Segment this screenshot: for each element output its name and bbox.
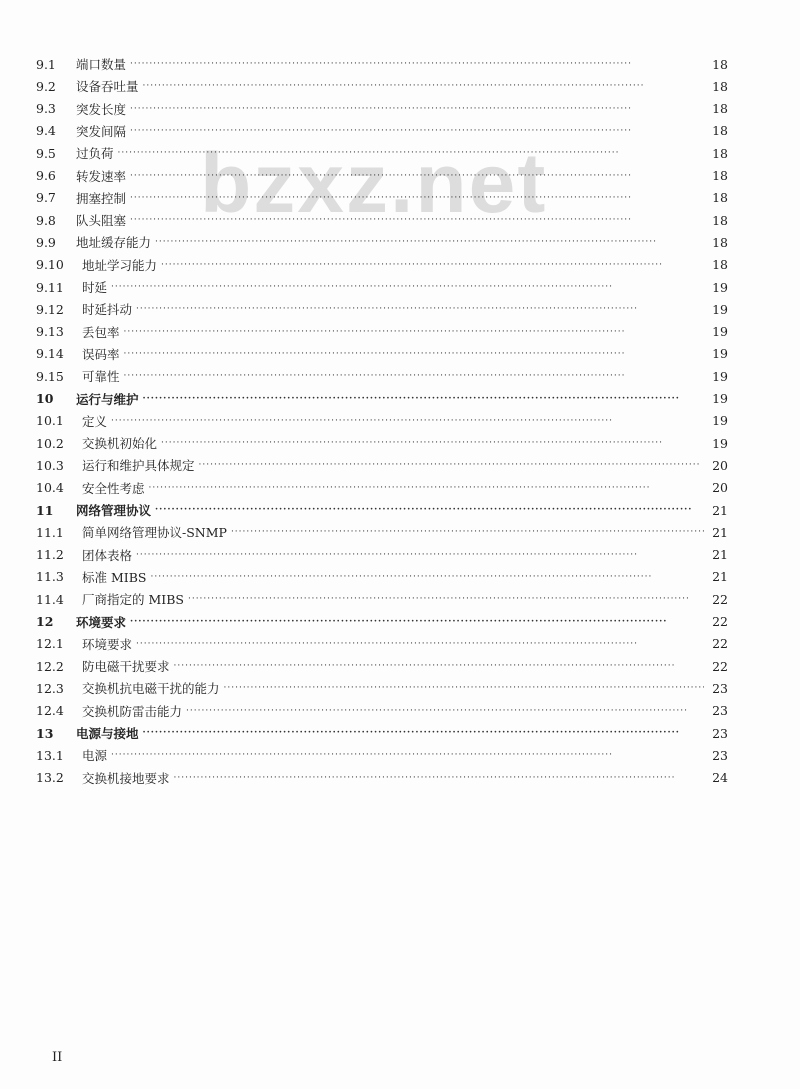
toc-title: 突发间隔 — [76, 123, 127, 139]
toc-number: 11.1 — [36, 524, 64, 540]
toc-page: 21 — [712, 569, 728, 585]
toc-entry[interactable] — [36, 500, 728, 520]
toc-leader-dots — [143, 728, 704, 738]
toc-entry[interactable] — [36, 634, 728, 654]
toc-number: 9.4 — [36, 123, 56, 139]
toc-page: 20 — [712, 457, 728, 473]
toc-entry[interactable] — [36, 232, 728, 252]
toc-title: 地址缓存能力 — [76, 235, 152, 251]
toc-leader-dots — [130, 215, 704, 225]
toc-page: 24 — [712, 770, 728, 786]
toc-number: 12.3 — [36, 680, 64, 696]
toc-number: 10.1 — [36, 413, 64, 429]
toc-title: 转发速率 — [76, 168, 127, 184]
toc-title: 设备吞吐量 — [76, 79, 139, 95]
toc-page: 22 — [712, 614, 728, 629]
toc-leader-dots — [174, 661, 704, 671]
toc-page: 19 — [712, 413, 728, 429]
toc-leader-dots — [136, 550, 704, 560]
toc-entry[interactable] — [36, 166, 728, 186]
toc-title: 环境要求 — [82, 636, 133, 652]
toc-leader-dots — [161, 260, 704, 270]
toc-entry[interactable] — [36, 768, 728, 788]
toc-number: 12 — [36, 614, 54, 629]
toc-number: 13 — [36, 725, 54, 741]
toc-page: 21 — [712, 524, 728, 540]
toc-entry[interactable] — [36, 121, 728, 141]
toc-leader-dots — [149, 483, 704, 493]
toc-number: 9.14 — [36, 346, 64, 362]
toc-title: 运行与维护 — [76, 391, 139, 407]
toc-title: 拥塞控制 — [76, 190, 127, 206]
toc-page: 23 — [712, 703, 728, 719]
toc-entry[interactable] — [36, 545, 728, 565]
toc-page: 18 — [712, 168, 728, 183]
toc-leader-dots — [111, 282, 704, 292]
toc-leader-dots — [124, 327, 704, 337]
toc-leader-dots — [130, 617, 704, 627]
toc-leader-dots — [143, 394, 704, 404]
toc-page: 19 — [712, 435, 728, 451]
toc-title: 简单网络管理协议-SNMP — [82, 525, 227, 541]
toc-entry[interactable] — [36, 299, 728, 319]
toc-title: 队头阻塞 — [76, 213, 127, 229]
toc-page: 19 — [712, 346, 728, 362]
toc-number: 11.4 — [36, 591, 64, 607]
toc-title: 过负荷 — [76, 146, 114, 162]
toc-title: 厂商指定的 MIBS — [82, 592, 184, 608]
toc-page: 19 — [712, 324, 728, 340]
toc-page: 23 — [712, 747, 728, 763]
toc-title: 地址学习能力 — [82, 257, 158, 273]
toc-title: 网络管理协议 — [76, 503, 152, 518]
toc-page: 23 — [712, 680, 728, 696]
toc-leader-dots — [174, 773, 704, 783]
toc-page: 22 — [712, 591, 728, 607]
toc-entry[interactable] — [36, 478, 728, 498]
toc-title: 防电磁干扰要求 — [82, 659, 170, 675]
toc-entry[interactable] — [36, 455, 728, 475]
toc-entry[interactable] — [36, 54, 728, 74]
toc-number: 9.12 — [36, 301, 64, 317]
toc-leader-dots — [231, 527, 704, 537]
toc-entry[interactable] — [36, 366, 728, 386]
toc-page: 19 — [712, 301, 728, 317]
toc-page: 20 — [712, 480, 728, 496]
toc-title: 运行和维护具体规定 — [82, 458, 195, 474]
toc-number: 12.2 — [36, 658, 64, 674]
toc-page: 19 — [712, 391, 728, 406]
toc-title: 标准 MIBS — [82, 569, 147, 585]
toc-entry[interactable] — [36, 188, 728, 208]
toc-leader-dots — [136, 639, 704, 649]
toc-page: 22 — [712, 658, 728, 674]
toc-title: 定义 — [82, 413, 108, 429]
toc-page: 18 — [712, 56, 728, 72]
toc-number: 13.1 — [36, 747, 64, 763]
toc-entry[interactable] — [36, 745, 728, 765]
toc-number: 9.7 — [36, 190, 56, 206]
toc-number: 10.4 — [36, 480, 64, 496]
toc-entry[interactable] — [36, 567, 728, 587]
toc-title: 安全性考虑 — [82, 480, 145, 496]
toc-number: 9.13 — [36, 324, 64, 340]
toc-number: 10.3 — [36, 457, 64, 473]
toc-entry[interactable] — [36, 723, 728, 743]
toc-leader-dots — [130, 171, 704, 181]
toc-entry[interactable] — [36, 389, 728, 409]
toc-entry[interactable] — [36, 522, 728, 542]
toc-number: 12.4 — [36, 703, 64, 719]
toc-leader-dots — [199, 460, 704, 470]
toc-page: 18 — [712, 101, 728, 117]
toc-page: 19 — [712, 279, 728, 295]
toc-leader-dots — [186, 706, 704, 716]
toc-page: 18 — [712, 234, 728, 250]
toc-number: 11.3 — [36, 569, 64, 585]
toc-title: 交换机抗电磁干扰的能力 — [82, 681, 220, 697]
toc-leader-dots — [161, 438, 704, 448]
toc-title: 端口数量 — [76, 57, 127, 72]
toc-leader-dots — [155, 505, 704, 515]
toc-leader-dots — [224, 683, 704, 693]
toc-entry[interactable] — [36, 701, 728, 721]
toc-number: 9.15 — [36, 368, 64, 384]
toc-title: 环境要求 — [76, 614, 127, 630]
toc-title: 时延抖动 — [82, 302, 133, 318]
toc-leader-dots — [124, 371, 704, 381]
toc-leader-dots — [118, 148, 704, 158]
toc-leader-dots — [130, 59, 704, 69]
toc-leader-dots — [124, 349, 704, 359]
toc-number: 9.1 — [36, 56, 56, 72]
toc-entry[interactable] — [36, 99, 728, 119]
toc-entry[interactable] — [36, 411, 728, 431]
toc-title: 交换机防雷击能力 — [82, 703, 183, 719]
toc-page: 21 — [712, 547, 728, 563]
toc-title: 电源与接地 — [76, 726, 139, 741]
toc-entry[interactable] — [36, 678, 728, 698]
toc-page: 22 — [712, 636, 728, 652]
toc-title: 时延 — [82, 280, 108, 295]
toc-entry[interactable] — [36, 589, 728, 609]
toc-leader-dots — [111, 416, 704, 426]
toc-leader-dots — [130, 193, 704, 203]
toc-leader-dots — [111, 750, 704, 760]
toc-entry[interactable] — [36, 143, 728, 163]
toc-page: 18 — [712, 212, 728, 228]
toc-number: 9.10 — [36, 257, 64, 273]
toc-number: 10.2 — [36, 435, 64, 451]
toc-entry[interactable] — [36, 656, 728, 676]
toc-title: 交换机初始化 — [82, 436, 158, 452]
toc-page: 18 — [712, 78, 728, 94]
toc-number: 9.11 — [36, 279, 64, 295]
toc-page: 23 — [712, 725, 728, 741]
toc-page: 18 — [712, 190, 728, 206]
toc-number: 9.3 — [36, 101, 56, 117]
toc-number: 9.8 — [36, 212, 56, 228]
toc-page: 19 — [712, 368, 728, 384]
toc-entry[interactable] — [36, 322, 728, 342]
toc-number: 13.2 — [36, 770, 64, 786]
toc-entry[interactable] — [36, 433, 728, 453]
toc-leader-dots — [136, 304, 704, 314]
toc-entry[interactable] — [36, 277, 728, 297]
toc-entry[interactable] — [36, 255, 728, 275]
toc-number: 9.2 — [36, 78, 56, 94]
toc-leader-dots — [130, 126, 704, 136]
toc-number: 12.1 — [36, 636, 64, 652]
toc-number: 9.9 — [36, 234, 56, 250]
toc-title: 丢包率 — [82, 324, 120, 340]
toc-number: 10 — [36, 391, 54, 406]
toc-leader-dots — [130, 104, 704, 114]
toc-leader-dots — [143, 81, 704, 91]
toc-leader-dots — [155, 237, 704, 247]
toc-title: 交换机接地要求 — [82, 770, 170, 786]
watermark: bzxz.net — [200, 136, 548, 230]
toc-number: 9.6 — [36, 168, 56, 183]
toc-page: 18 — [712, 145, 728, 161]
toc-number: 9.5 — [36, 145, 56, 161]
toc-leader-dots — [188, 594, 704, 604]
toc-leader-dots — [150, 572, 704, 582]
toc-title: 团体表格 — [82, 547, 133, 563]
toc-title: 电源 — [82, 748, 108, 764]
page-number: II — [52, 1050, 63, 1065]
toc-entry[interactable] — [36, 344, 728, 364]
toc-title: 可靠性 — [82, 369, 120, 385]
toc-number: 11.2 — [36, 547, 64, 563]
toc-entry[interactable] — [36, 76, 728, 96]
toc-title: 误码率 — [82, 346, 120, 362]
toc-number: 11 — [36, 502, 54, 518]
toc-entry[interactable] — [36, 210, 728, 230]
toc-title: 突发长度 — [76, 101, 127, 117]
toc-page: 18 — [712, 123, 728, 139]
toc-entry[interactable] — [36, 612, 728, 632]
toc-page: 21 — [712, 502, 728, 518]
toc-page: 18 — [712, 257, 728, 273]
